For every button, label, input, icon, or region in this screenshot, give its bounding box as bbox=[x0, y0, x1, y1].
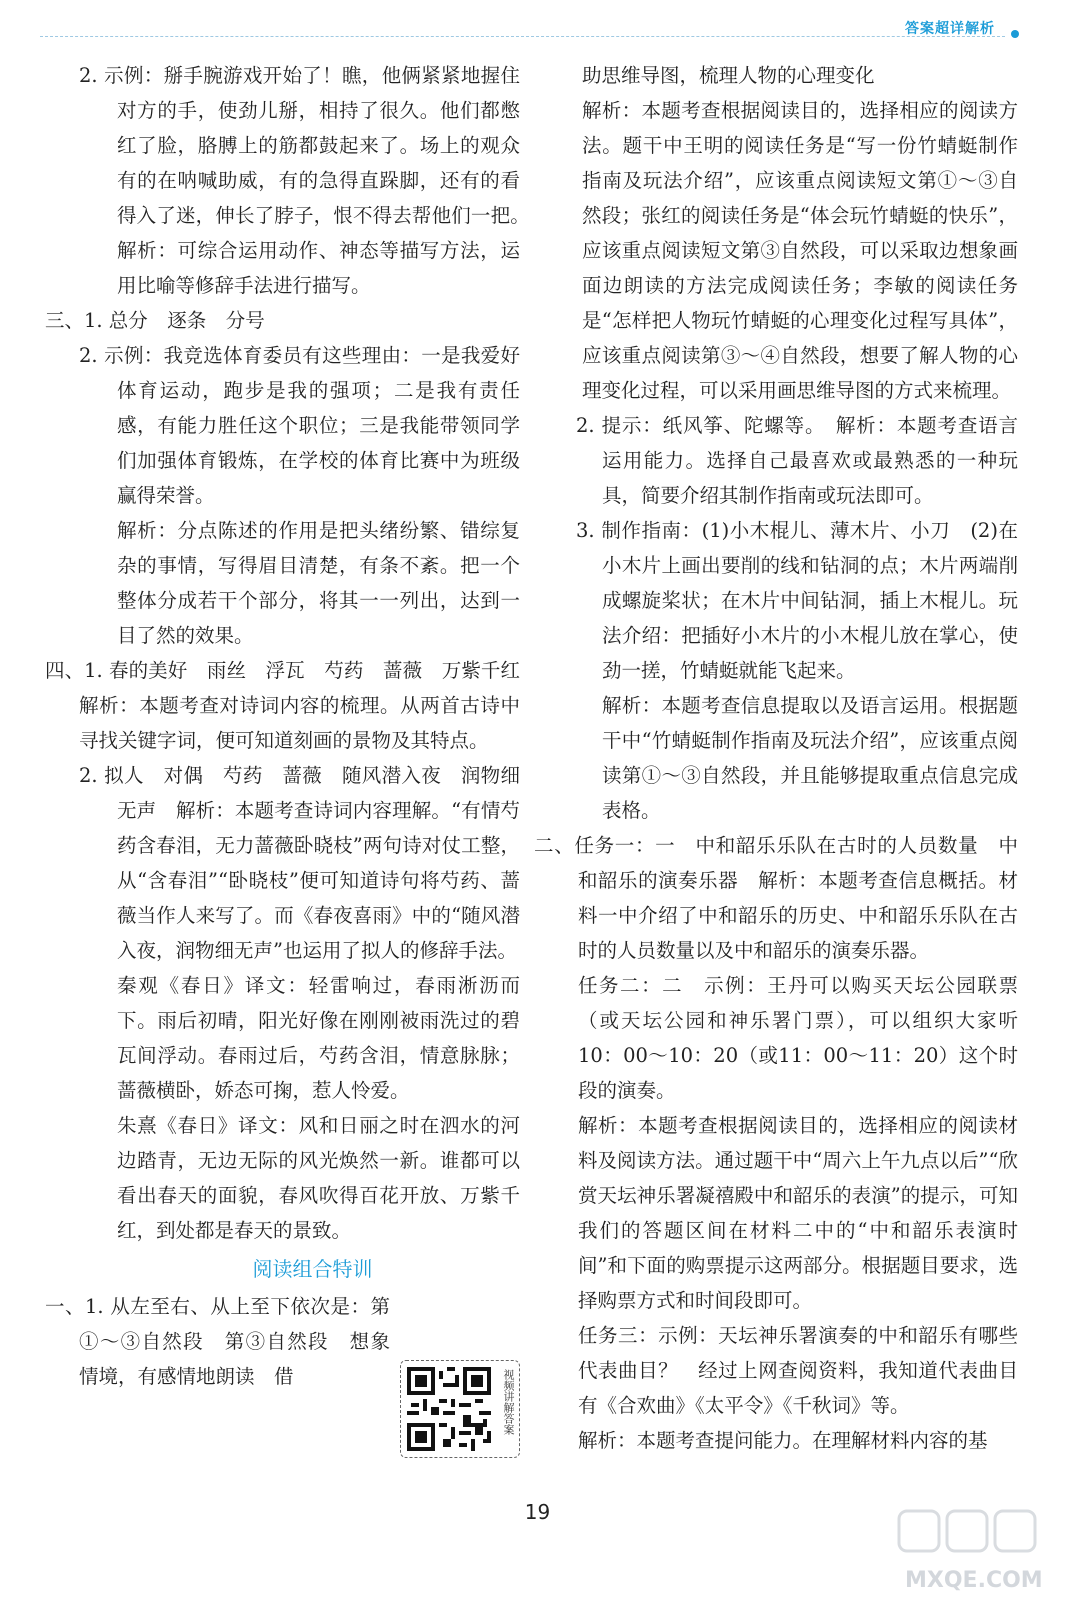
translation-paragraph: 秦观《春日》译文：轻雷响过，春雨淅沥而下。雨后初晴，阳光好像在刚刚被雨洗过的碧瓦间浮动。春雨过后，芍药含泪，情意脉脉；蔷薇横卧，娇态可掬，惹人怜爱。 bbox=[117, 974, 520, 1102]
answer-paragraph: 四、1. 春的美好 雨丝 浮瓦 芍药 蔷薇 万紫千红 解析：本题考查对诗词内容的梳理。从两首古诗中寻找关键字词，便可知道刻画的景物及其特点。 bbox=[45, 659, 540, 752]
header-title: 答案超详解析 bbox=[905, 21, 995, 37]
qr-code-icon[interactable] bbox=[407, 1367, 491, 1451]
header-divider bbox=[40, 36, 1005, 37]
analysis-paragraph: 解析：分点陈述的作用是把头绪纷繁、错综复杂的事情，写得眉目清楚，有条不紊。把一个整体分成若干个部分，将其一一列出，达到一目了然的效果。 bbox=[117, 519, 520, 647]
left-column bbox=[45, 58, 540, 1394]
answer-paragraph: 2. 示例：掰手腕游戏开始了！瞧，他俩紧紧地握住对方的手，使劲儿掰，相持了很久。他们都憋红了脸，胳膊上的筋都鼓起来了。场上的观众有的在呐喊助威，有的急得直跺脚，还有的看得入了迷，伸长了脖子，恨不得去帮他们一把。 解析：可综合运用动作、神态等描写方法，运用比喻等修辞手法进行描写。 bbox=[79, 64, 540, 297]
analysis-paragraph: 解析：本题考查根据阅读目的，选择相应的阅读材料及阅读方法。通过题干中“周六上午九点以后”“欣赏天坛神乐署凝禧殿中和韶乐的表演”的提示，可知我们的答题区间在材料二中的“中和韶乐表演时间”和下面的购票提示这两部分。根据题目要求，选择购票方式和时间段即可。 bbox=[578, 1114, 1018, 1312]
answer-paragraph: 2. 示例：我竞选体育委员有这些理由：一是我爱好体育运动，跑步是我的强项；二是我有责任感，有能力胜任这个职位；三是我能带领同学们加强体育锻炼，在学校的体育比赛中为班级赢得荣誉。 bbox=[79, 344, 520, 507]
watermark-logo-icon bbox=[895, 1505, 1055, 1595]
answer-paragraph: 三、1. 总分 逐条 分号 bbox=[45, 309, 265, 332]
answer-paragraph: 一、1. 从左至右、从上至下依次是：第①～③自然段 第③自然段 想象情境，有感情地朗读 借 bbox=[45, 1295, 390, 1388]
header-dot-icon bbox=[1011, 30, 1019, 38]
qr-code-box[interactable] bbox=[400, 1360, 520, 1458]
answer-paragraph: 助思维导图，梳理人物的心理变化 bbox=[582, 64, 875, 87]
analysis-paragraph: 解析：本题考查提问能力。在理解材料内容的基 bbox=[578, 1429, 988, 1452]
answer-paragraph: 二、任务一：一 中和韶乐乐队在古时的人员数量 中和韶乐的演奏乐器 解析：本题考查信息概括。材料一中介绍了中和韶乐的历史、中和韶乐乐队在古时的人员数量以及中和韶乐的演奏乐器。 bbox=[534, 834, 1018, 962]
analysis-paragraph: 解析：本题考查信息提取以及语言运用。根据题干中“竹蜻蜓制作指南及玩法介绍”，应该重点阅读第①～③自然段，并且能够提取重点信息完成表格。 bbox=[602, 694, 1018, 822]
right-column bbox=[534, 58, 1018, 1458]
answer-paragraph: 任务三：示例：天坛神乐署演奏的中和韶乐有哪些代表曲目？ 经过上网查阅资料，我知道代表曲目有《合欢曲》《太平令》《千秋词》等。 bbox=[578, 1324, 1018, 1417]
page-number: 19 bbox=[524, 1500, 551, 1524]
answer-paragraph: 3. 制作指南：(1)小木棍儿、薄木片、小刀 (2)在小木片上画出要削的线和钻洞的点；木片两端削成螺旋桨状；在木片中间钻洞，插上木棍儿。玩法介绍：把插好小木片的小木棍儿放在掌心，使劲一搓，竹蜻蜓就能飞起来。 bbox=[576, 519, 1018, 682]
answer-paragraph: 任务二：二 示例：王丹可以购买天坛公园联票（或天坛公园和神乐署门票），可以组织大家听10：00～10：20（或11：00～11：20）这个时段的演奏。 bbox=[578, 974, 1018, 1102]
answer-paragraph: 2. 提示：纸风筝、陀螺等。 解析：本题考查语言运用能力。选择自己最喜欢或最熟悉的一种玩具，简要介绍其制作指南或玩法即可。 bbox=[576, 414, 1018, 507]
translation-paragraph: 朱熹《春日》译文：风和日丽之时在泗水的河边踏青，无边无际的风光焕然一新。谁都可以看出春天的面貌，春风吹得百花开放、万紫千红，到处都是春天的景致。 bbox=[117, 1114, 520, 1242]
svg-text:MXQE.COM: MXQE.COM bbox=[905, 1568, 1043, 1593]
analysis-paragraph: 解析：本题考查根据阅读目的，选择相应的阅读方法。题干中王明的阅读任务是“写一份竹蜻蜓制作指南及玩法介绍”，应该重点阅读短文第①～③自然段；张红的阅读任务是“体会玩竹蜻蜓的快乐”，应该重点阅读短文第③自然段，可以采取边想象画面边朗读的方法完成阅读任务；李敏的阅读任务是“怎样把人物玩竹蜻蜓的心理变化过程写具体”，应该重点阅读第③～④自然段，想要了解人物的心理变化过程，可以采用画思维导图的方式来梳理。 bbox=[582, 99, 1018, 402]
qr-label: 视频讲解答案 bbox=[502, 1369, 515, 1435]
section-title: 阅读组合特训 bbox=[252, 1257, 373, 1281]
answer-paragraph: 2. 拟人 对偶 芍药 蔷薇 随风潜入夜 润物细无声 解析：本题考查诗词内容理解。“有情芍药含春泪，无力蔷薇卧晓枝”两句诗对仗工整，从“含春泪”“卧晓枝”便可知道诗句将芍药、蔷薇当作人来写了。而《春夜喜雨》中的“随风潜入夜，润物细无声”也运用了拟人的修辞手法。 bbox=[79, 764, 520, 962]
